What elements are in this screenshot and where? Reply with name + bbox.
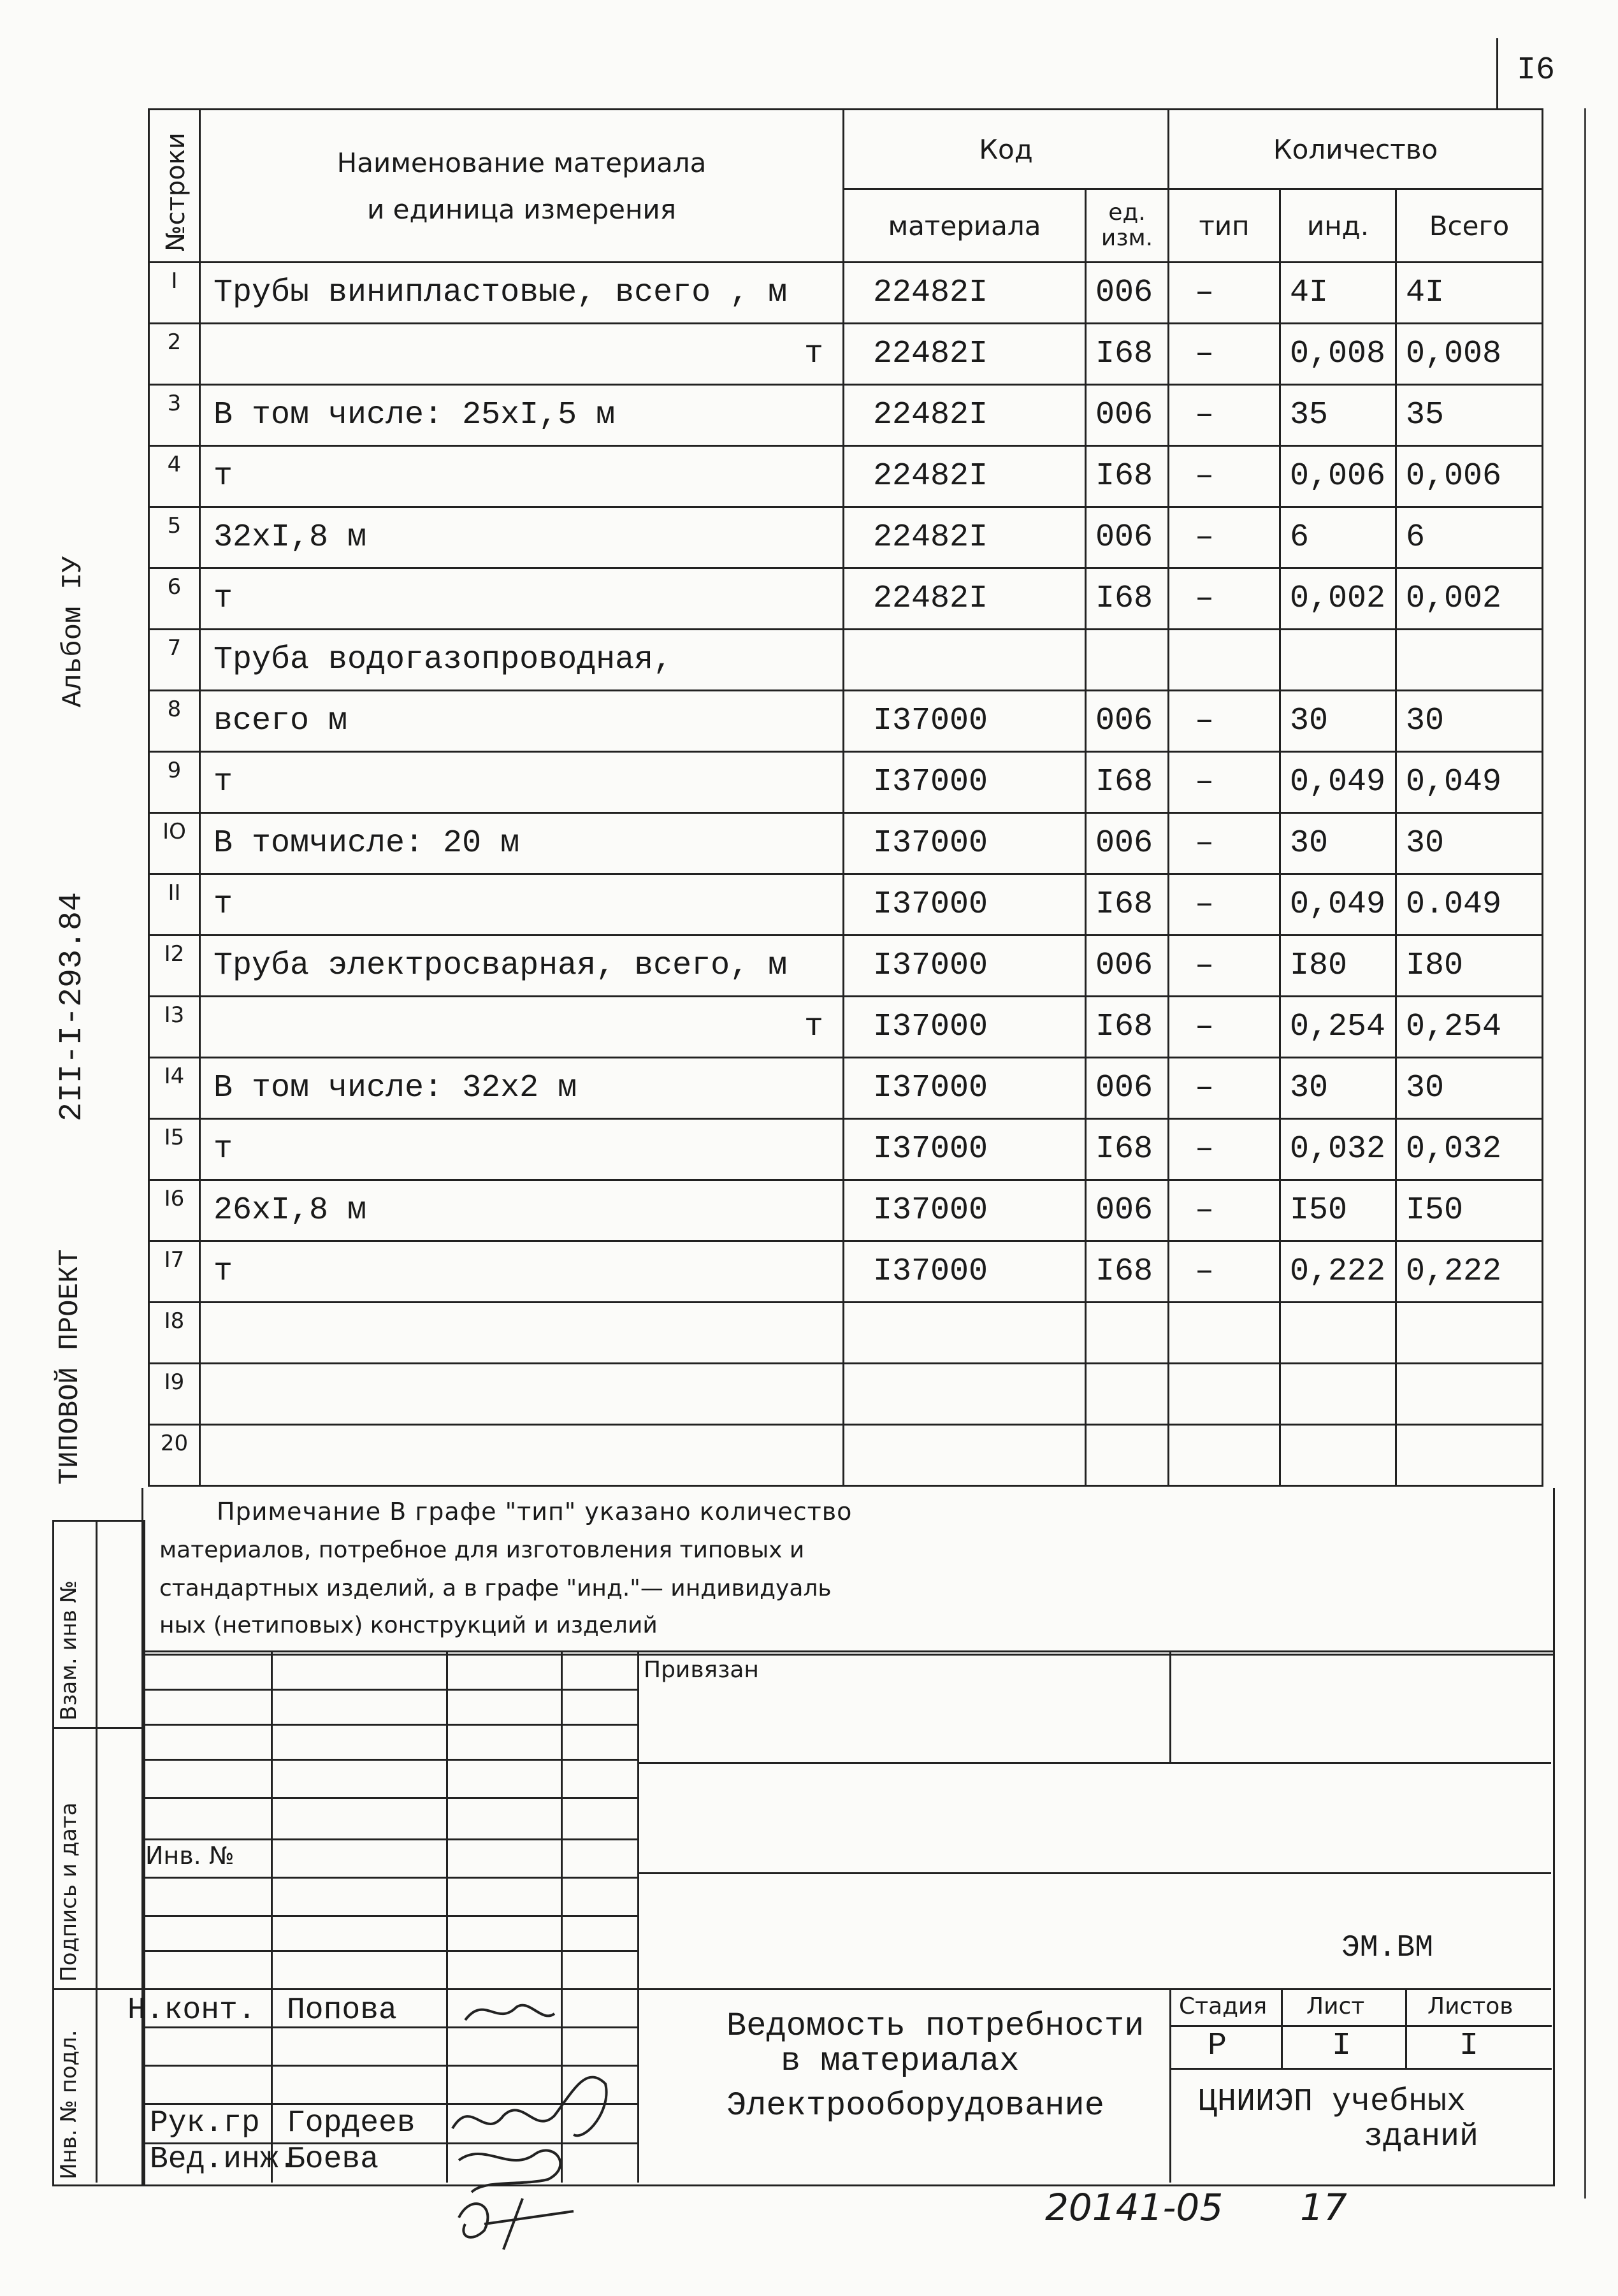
row-number: IO bbox=[149, 813, 200, 874]
row-number: I8 bbox=[149, 1303, 200, 1364]
qty-typ: – bbox=[1169, 1119, 1280, 1180]
material-name: т bbox=[200, 568, 844, 630]
row-number: I5 bbox=[149, 1119, 200, 1180]
qty-typ: – bbox=[1169, 263, 1280, 324]
table-row bbox=[149, 507, 1543, 568]
qty-typ: – bbox=[1169, 752, 1280, 813]
row-number: II bbox=[149, 874, 200, 935]
material-name: Труба электросварная, всего, м bbox=[200, 935, 844, 997]
inv-no-label: Инв. № bbox=[145, 1842, 235, 1870]
tb-row6 bbox=[141, 1877, 639, 1879]
material-code: I37000 bbox=[844, 1241, 1086, 1303]
unit-header bbox=[1086, 189, 1169, 263]
material-name: т bbox=[200, 752, 844, 813]
doc-code: ЭМ.ВМ bbox=[1341, 1931, 1434, 1965]
qty-typ bbox=[1169, 1303, 1280, 1364]
material-name: Труба водогазопроводная, bbox=[200, 630, 844, 691]
row-number: I6 bbox=[149, 1180, 200, 1241]
material-name: В том числе: 25хI,5 м bbox=[200, 385, 844, 446]
qty-ind: 30 bbox=[1280, 1058, 1396, 1119]
material-code: I37000 bbox=[844, 1180, 1086, 1241]
material-name: т bbox=[200, 446, 844, 507]
qty-total: 6 bbox=[1396, 507, 1543, 568]
unit-code: I68 bbox=[1086, 568, 1169, 630]
unit-code bbox=[1086, 1425, 1169, 1486]
qty-total: 30 bbox=[1396, 1058, 1543, 1119]
row-number: 7 bbox=[149, 630, 200, 691]
person-gordeev: Гордеев bbox=[287, 2106, 415, 2141]
tb-row8 bbox=[141, 1950, 639, 1952]
org-line1: ЦНИИЭП учебных bbox=[1198, 2084, 1466, 2120]
name-header-line2: и единица измерения bbox=[367, 193, 676, 225]
project-type-label: ТИПОВОЙ ПРОЕКТ bbox=[54, 1249, 86, 1485]
row-number: 9 bbox=[149, 752, 200, 813]
table-row bbox=[149, 446, 1543, 507]
unit-code bbox=[1086, 1364, 1169, 1425]
tb-privyazan-bottom bbox=[637, 1762, 1551, 1764]
podpis-label: Подпись и дата bbox=[56, 1802, 82, 1982]
row-no-header bbox=[149, 110, 200, 263]
tb-stage-col2 bbox=[1405, 1988, 1407, 2068]
unit-code: I68 bbox=[1086, 1241, 1169, 1303]
vzam-label: Взам. инв № bbox=[56, 1580, 82, 1721]
tb-stage-sep bbox=[1169, 2068, 1552, 2070]
qty-typ: – bbox=[1169, 568, 1280, 630]
table-row bbox=[149, 1180, 1543, 1241]
row-number: I bbox=[149, 263, 200, 324]
material-name: т bbox=[200, 997, 844, 1058]
privyazan-label: Привязан bbox=[644, 1657, 759, 1683]
qty-typ bbox=[1169, 1364, 1280, 1425]
material-code: I37000 bbox=[844, 1119, 1086, 1180]
material-code: I37000 bbox=[844, 997, 1086, 1058]
materials-table bbox=[148, 108, 1543, 1487]
row-number: 6 bbox=[149, 568, 200, 630]
row-number: 20 bbox=[149, 1425, 200, 1486]
material-name bbox=[200, 1425, 844, 1486]
unit-code: I68 bbox=[1086, 874, 1169, 935]
material-code: I37000 bbox=[844, 935, 1086, 997]
qty-ind: I50 bbox=[1280, 1180, 1396, 1241]
table-row bbox=[149, 263, 1543, 324]
qty-ind: 0,049 bbox=[1280, 752, 1396, 813]
row-number: 3 bbox=[149, 385, 200, 446]
qty-total: 30 bbox=[1396, 691, 1543, 752]
unit-code: 006 bbox=[1086, 691, 1169, 752]
qty-total: 30 bbox=[1396, 813, 1543, 874]
archive-number: 20141-05 bbox=[1045, 2186, 1224, 2229]
row-no-header-text: №строки bbox=[161, 133, 191, 252]
sheet-label: Лист bbox=[1306, 1993, 1365, 2019]
ink-mark bbox=[446, 2179, 612, 2256]
unit-code: 006 bbox=[1086, 935, 1169, 997]
name-header-line1: Наименование материала bbox=[336, 147, 707, 178]
unit-code bbox=[1086, 630, 1169, 691]
qty-ind: 4I bbox=[1280, 263, 1396, 324]
qty-ind: 0,008 bbox=[1280, 324, 1396, 385]
table-row bbox=[149, 752, 1543, 813]
ink-mark-stroke bbox=[459, 2199, 574, 2249]
material-code bbox=[844, 630, 1086, 691]
qty-total: I80 bbox=[1396, 935, 1543, 997]
table-row bbox=[149, 1241, 1543, 1303]
table-row bbox=[149, 997, 1543, 1058]
qty-ind: I80 bbox=[1280, 935, 1396, 997]
material-code bbox=[844, 1364, 1086, 1425]
qty-group-header: Количество bbox=[1169, 110, 1543, 189]
row-number: I7 bbox=[149, 1241, 200, 1303]
qty-typ: – bbox=[1169, 1241, 1280, 1303]
tb-row1 bbox=[141, 1689, 639, 1691]
unit-code: I68 bbox=[1086, 752, 1169, 813]
name-header bbox=[200, 110, 844, 263]
material-name: В том числе: 32х2 м bbox=[200, 1058, 844, 1119]
note-line2: материалов, потребное для изготовления типовых и bbox=[159, 1537, 805, 1563]
sheet-value: I bbox=[1332, 2028, 1352, 2064]
tb-row5 bbox=[141, 1838, 639, 1840]
qty-ind: 30 bbox=[1280, 691, 1396, 752]
qty-ind: 0,222 bbox=[1280, 1241, 1396, 1303]
qty-typ: – bbox=[1169, 324, 1280, 385]
material-code: 22482I bbox=[844, 324, 1086, 385]
qty-total: 0,008 bbox=[1396, 324, 1543, 385]
unit-code: 006 bbox=[1086, 263, 1169, 324]
tb-row9 bbox=[141, 1988, 1551, 1990]
stage-label: Стадия bbox=[1179, 1993, 1268, 2019]
material-code: 22482I bbox=[844, 446, 1086, 507]
unit-code: I68 bbox=[1086, 324, 1169, 385]
unit-code: 006 bbox=[1086, 1180, 1169, 1241]
note-line3: стандартных изделий, а в графе "инд."— индивидуаль bbox=[159, 1575, 832, 1601]
page-number-box bbox=[1496, 38, 1498, 108]
qty-ind bbox=[1280, 630, 1396, 691]
qty-typ: – bbox=[1169, 874, 1280, 935]
unit-code: 006 bbox=[1086, 813, 1169, 874]
qty-total bbox=[1396, 1425, 1543, 1486]
unit-code: I68 bbox=[1086, 1119, 1169, 1180]
stage-value: Р bbox=[1208, 2028, 1227, 2064]
material-name: т bbox=[200, 874, 844, 935]
qty-ind bbox=[1280, 1364, 1396, 1425]
table-row bbox=[149, 630, 1543, 691]
tb-stage-divider bbox=[1169, 1988, 1171, 2183]
qty-total: 0,006 bbox=[1396, 446, 1543, 507]
material-code bbox=[844, 1425, 1086, 1486]
qty-ind: 0,006 bbox=[1280, 446, 1396, 507]
row-number: 5 bbox=[149, 507, 200, 568]
tb-row2 bbox=[141, 1724, 639, 1726]
typ-header: тип bbox=[1169, 189, 1280, 263]
material-name: т bbox=[200, 1119, 844, 1180]
material-name: т bbox=[200, 324, 844, 385]
material-code: I37000 bbox=[844, 1058, 1086, 1119]
unit-header-line2: изм. bbox=[1101, 225, 1153, 251]
material-code: I37000 bbox=[844, 752, 1086, 813]
qty-total: I50 bbox=[1396, 1180, 1543, 1241]
material-name: 32хI,8 м bbox=[200, 507, 844, 568]
material-name: Трубы винипластовые, всего , м bbox=[200, 263, 844, 324]
material-code-header: материала bbox=[844, 189, 1086, 263]
qty-typ bbox=[1169, 1425, 1280, 1486]
table-row bbox=[149, 935, 1543, 997]
project-code: 2II-I-293.84 bbox=[54, 892, 90, 1122]
table-row bbox=[149, 385, 1543, 446]
page-number: I6 bbox=[1517, 52, 1556, 89]
row-number: I2 bbox=[149, 935, 200, 997]
note-line4: ных (нетиповых) конструкций и изделий bbox=[159, 1612, 658, 1638]
qty-typ: – bbox=[1169, 691, 1280, 752]
sheets-label: Листов bbox=[1427, 1993, 1513, 2019]
right-border bbox=[1584, 108, 1586, 2199]
role-n-kont: Н.конт. bbox=[127, 1993, 256, 2028]
person-boeva: Боева bbox=[287, 2142, 379, 2177]
material-code: 22482I bbox=[844, 568, 1086, 630]
material-name: всего м bbox=[200, 691, 844, 752]
unit-header-line1: ед. bbox=[1108, 199, 1146, 226]
material-code: I37000 bbox=[844, 691, 1086, 752]
qty-ind bbox=[1280, 1425, 1396, 1486]
role-ruk-gr: Рук.гр bbox=[150, 2106, 260, 2141]
qty-ind: 6 bbox=[1280, 507, 1396, 568]
ind-header: инд. bbox=[1280, 189, 1396, 263]
material-name: В томчисле: 20 м bbox=[200, 813, 844, 874]
row-number: I3 bbox=[149, 997, 200, 1058]
table-row bbox=[149, 568, 1543, 630]
qty-total bbox=[1396, 1364, 1543, 1425]
tb-row4 bbox=[141, 1797, 639, 1799]
left-strip-divider bbox=[96, 1520, 98, 2183]
material-name bbox=[200, 1364, 844, 1425]
qty-ind: 0,049 bbox=[1280, 874, 1396, 935]
table-row bbox=[149, 1425, 1543, 1486]
title-line2: в материалах bbox=[781, 2042, 1020, 2080]
material-name: т bbox=[200, 1241, 844, 1303]
table-row bbox=[149, 1119, 1543, 1180]
table-row bbox=[149, 691, 1543, 752]
qty-ind: 35 bbox=[1280, 385, 1396, 446]
footer-page: 17 bbox=[1300, 2186, 1347, 2229]
qty-typ bbox=[1169, 630, 1280, 691]
qty-typ: – bbox=[1169, 385, 1280, 446]
qty-typ: – bbox=[1169, 935, 1280, 997]
left-strip-sep1 bbox=[52, 1727, 141, 1729]
tb-stage-col1 bbox=[1281, 1988, 1283, 2068]
unit-code: 006 bbox=[1086, 1058, 1169, 1119]
row-number: I9 bbox=[149, 1364, 200, 1425]
qty-ind bbox=[1280, 1303, 1396, 1364]
note-line1: Примечание В графе "тип" указано количество bbox=[217, 1498, 853, 1526]
left-strip-sep2 bbox=[52, 1988, 141, 1990]
tb-privyazan-divider bbox=[1169, 1650, 1171, 1762]
material-code bbox=[844, 1303, 1086, 1364]
qty-typ: – bbox=[1169, 813, 1280, 874]
row-number: 2 bbox=[149, 324, 200, 385]
qty-ind: 0,032 bbox=[1280, 1119, 1396, 1180]
unit-code: 006 bbox=[1086, 385, 1169, 446]
unit-code bbox=[1086, 1303, 1169, 1364]
tb-stage-header-sep bbox=[1169, 2025, 1552, 2027]
qty-typ: – bbox=[1169, 1058, 1280, 1119]
qty-total: 0,002 bbox=[1396, 568, 1543, 630]
qty-total bbox=[1396, 630, 1543, 691]
material-code: I37000 bbox=[844, 874, 1086, 935]
qty-total: 0,254 bbox=[1396, 997, 1543, 1058]
sheets-value: I bbox=[1459, 2028, 1479, 2064]
qty-total: 4I bbox=[1396, 263, 1543, 324]
signature-scribbles bbox=[446, 1988, 637, 2205]
material-code: 22482I bbox=[844, 263, 1086, 324]
row-number: 8 bbox=[149, 691, 200, 752]
qty-typ: – bbox=[1169, 507, 1280, 568]
role-ved-inzh: Вед.инж. bbox=[150, 2142, 297, 2177]
table-row bbox=[149, 324, 1543, 385]
qty-typ: – bbox=[1169, 997, 1280, 1058]
qty-total: 35 bbox=[1396, 385, 1543, 446]
qty-ind: 30 bbox=[1280, 813, 1396, 874]
unit-code: 006 bbox=[1086, 507, 1169, 568]
table-row bbox=[149, 874, 1543, 935]
qty-typ: – bbox=[1169, 446, 1280, 507]
table-row bbox=[149, 1364, 1543, 1425]
qty-total: 0,032 bbox=[1396, 1119, 1543, 1180]
qty-total: 0,049 bbox=[1396, 752, 1543, 813]
table-row bbox=[149, 813, 1543, 874]
material-code: I37000 bbox=[844, 813, 1086, 874]
material-code: 22482I bbox=[844, 507, 1086, 568]
total-header: Всего bbox=[1396, 189, 1543, 263]
material-code: 22482I bbox=[844, 385, 1086, 446]
tb-mid-line bbox=[637, 1872, 1551, 1874]
title-line1: Ведомость потребности bbox=[726, 2007, 1145, 2045]
qty-ind: 0,002 bbox=[1280, 568, 1396, 630]
material-name: 26хI,8 м bbox=[200, 1180, 844, 1241]
table-row bbox=[149, 1303, 1543, 1364]
unit-code: I68 bbox=[1086, 446, 1169, 507]
tb-row3 bbox=[141, 1759, 639, 1761]
row-number: I4 bbox=[149, 1058, 200, 1119]
org-line2: зданий bbox=[1364, 2119, 1479, 2155]
inv-podl-label: Инв. № подл. bbox=[56, 2030, 82, 2179]
tb-row7 bbox=[141, 1915, 639, 1917]
row-number: 4 bbox=[149, 446, 200, 507]
signature-gordeev bbox=[452, 2077, 607, 2136]
qty-total: 0.049 bbox=[1396, 874, 1543, 935]
person-popova: Попова bbox=[287, 1993, 397, 2028]
material-name bbox=[200, 1303, 844, 1364]
qty-total bbox=[1396, 1303, 1543, 1364]
qty-ind: 0,254 bbox=[1280, 997, 1396, 1058]
qty-total: 0,222 bbox=[1396, 1241, 1543, 1303]
album-label: Альбом IУ bbox=[57, 556, 89, 707]
unit-code: I68 bbox=[1086, 997, 1169, 1058]
table-row bbox=[149, 1058, 1543, 1119]
title-line3: Электрооборудование bbox=[726, 2087, 1104, 2125]
code-group-header: Код bbox=[844, 110, 1169, 189]
qty-typ: – bbox=[1169, 1180, 1280, 1241]
signature-popova bbox=[465, 2005, 554, 2020]
